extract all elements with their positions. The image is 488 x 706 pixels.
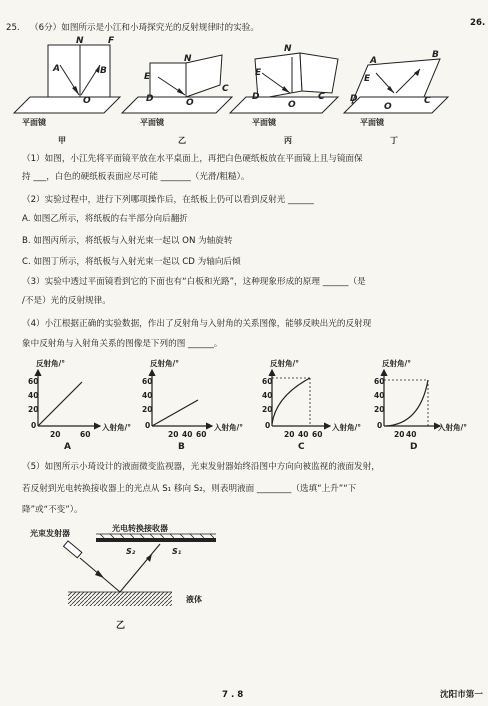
fig-jia-label-o: O xyxy=(83,96,91,106)
graph-c-xlabel: 入射角/° xyxy=(332,423,361,432)
footer-school-label: 沈阳市第一 xyxy=(440,690,483,700)
receiver-label: 光电转换接收器 xyxy=(112,524,168,533)
graph-d-xtick: 20 xyxy=(394,430,405,439)
graph-b-line xyxy=(152,400,198,426)
graph-c-xtick: 20 xyxy=(284,430,295,439)
fig-bing-mirror-label: 平面镜 xyxy=(252,118,276,127)
reflection-figures xyxy=(0,35,488,147)
fig-ding-caption: 丁 xyxy=(390,136,398,145)
graph-b-xtick: 20 xyxy=(168,430,179,439)
graph-d-ytick: 60 xyxy=(374,377,385,386)
liquid-surface xyxy=(68,592,172,606)
point-s1-label: S₁ xyxy=(172,547,182,556)
graph-c-xtick: 40 xyxy=(298,430,309,439)
fig-bing-label-c: C xyxy=(318,92,325,102)
graph-d-letter: D xyxy=(410,442,418,452)
fig-ding-label-e: E xyxy=(364,74,371,84)
fig-bing-label-d: D xyxy=(252,92,260,102)
graph-b-ytick: 60 xyxy=(142,377,153,386)
liquid-label: 液体 xyxy=(186,595,202,604)
part4-line1: （4）小江根据正确的实验数据，作出了反射角与入射角的关系图像，能够反映出光的反射现 xyxy=(22,319,372,329)
graph-c-ylabel: 反射角/° xyxy=(270,359,299,368)
graph-c-curve xyxy=(272,378,310,424)
graph-b-xtick: 40 xyxy=(182,430,193,439)
graph-b-xtick: 60 xyxy=(196,430,207,439)
fig-jia-label-f: F xyxy=(108,36,115,46)
option-c: C. 如图丁所示，将纸板与入射光束一起以 CD 为轴向后倾 xyxy=(22,257,241,267)
question-intro: （6分）如图所示是小江和小琦探究光的反射规律时的实验。 xyxy=(30,23,259,33)
fig-jia-label-a: A xyxy=(53,64,60,74)
fig-ding-label-c: C xyxy=(424,96,431,106)
graph-d-ytick: 20 xyxy=(374,405,385,414)
liquid-monitor-diagram xyxy=(0,520,260,640)
graph-a-ytick: 40 xyxy=(28,391,39,400)
graph-b-ylabel: 反射角/° xyxy=(150,359,179,368)
graph-b-ytick: 0 xyxy=(145,421,151,430)
graph-a-xtick: 20 xyxy=(50,430,61,439)
page-corner-number: 26. xyxy=(470,18,486,28)
graph-d-ytick: 0 xyxy=(377,421,383,430)
fig-yi-caption: 乙 xyxy=(178,136,186,145)
part3-line2: /不是）光的反射规律。 xyxy=(22,296,111,306)
angle-graphs xyxy=(0,356,488,456)
part1-line1: （1）如图，小江先将平面镜平放在水平桌面上，再把白色硬纸板放在平面镜上且与镜面保 xyxy=(22,154,363,164)
graph-a-letter: A xyxy=(64,442,71,452)
part5-line3: 降”或“不变”）。 xyxy=(22,505,83,515)
fig-bing-label-o: O xyxy=(288,100,296,110)
point-s2-label: S₂ xyxy=(126,547,136,556)
fig-jia-caption: 甲 xyxy=(58,136,66,145)
graph-a-xtick: 60 xyxy=(80,430,91,439)
graph-a-ytick: 0 xyxy=(31,421,37,430)
device-caption: 乙 xyxy=(116,621,126,631)
fig-bing-caption: 丙 xyxy=(284,136,292,145)
fig-jia-label-n: N xyxy=(76,36,84,46)
part3-line1: （3）实验中透过平面镜看到它的下面也有“白板和光路”，这种现象形成的原理 ______（是 xyxy=(22,277,366,287)
fig-yi-label-c: C xyxy=(222,84,229,94)
graph-b-letter: B xyxy=(178,442,185,452)
graph-c-ytick: 20 xyxy=(262,405,273,414)
fig-yi-label-o: O xyxy=(186,98,194,108)
graph-a-line xyxy=(38,382,82,426)
option-b: B. 如图丙所示，将纸板与入射光束一起以 ON 为轴旋转 xyxy=(22,236,233,246)
fig-bing-label-n: N xyxy=(284,44,292,54)
emitter-body xyxy=(64,541,82,558)
part5-line2: 若反射到光电转换接收器上的光点从 S₁ 移向 S₂，则表明液面 ________（选填“上升”“下 xyxy=(22,484,357,494)
part2-question: （2）实验过程中，进行下列哪项操作后，在纸板上仍可以看到反射光 ______ xyxy=(22,195,314,205)
footer-page-number: 7 . 8 xyxy=(222,690,244,700)
fig-ding-label-d: D xyxy=(350,94,358,104)
graph-c-ytick: 60 xyxy=(262,377,273,386)
graph-b-ytick: 40 xyxy=(142,391,153,400)
graph-c-xtick: 60 xyxy=(312,430,323,439)
fig-yi-label-n: N xyxy=(184,54,192,64)
part1-line2: 持 ___，白色的硬纸板表面应尽可能 _______（光滑/粗糙）。 xyxy=(22,172,250,182)
fig-bing-label-e: E xyxy=(255,68,262,78)
graph-a-xlabel: 入射角/° xyxy=(102,423,131,432)
option-a: A. 如图乙所示，将纸板的右半部分向后翻折 xyxy=(22,214,188,224)
graph-c-ytick: 0 xyxy=(265,421,271,430)
fig-jia-mirror-label: 平面镜 xyxy=(22,118,46,127)
fig-ding-label-b: B xyxy=(432,50,439,60)
graph-d-curve xyxy=(386,380,428,426)
part5-line1: （5）如图所示小琦设计的液面微变监视器，光束发射器始终沿图中方向向被监视的液面发射， xyxy=(22,462,380,472)
fig-ding-label-o: O xyxy=(384,102,392,112)
graph-a-ytick: 20 xyxy=(28,405,39,414)
graph-d-ylabel: 反射角/° xyxy=(382,359,411,368)
fig-yi-label-d: D xyxy=(146,94,154,104)
receiver-bar xyxy=(96,538,216,542)
question-number: 25. xyxy=(6,23,20,33)
fig-jia-label-b: B xyxy=(100,66,107,76)
fig-ding-label-a: A xyxy=(370,56,377,66)
graph-d-ytick: 40 xyxy=(374,391,385,400)
graph-a-ytick: 60 xyxy=(28,377,39,386)
fig-ding-mirror-label: 平面镜 xyxy=(360,118,384,127)
graph-c-ytick: 40 xyxy=(262,391,273,400)
graph-d-xlabel: 入射角/° xyxy=(438,423,467,432)
graph-d-xtick: 40 xyxy=(406,430,417,439)
graph-a-ylabel: 反射角/° xyxy=(36,359,65,368)
emitter-label: 光束发射器 xyxy=(30,529,70,538)
graph-b-ytick: 20 xyxy=(142,405,153,414)
graph-b-xlabel: 入射角/° xyxy=(214,423,243,432)
part4-line2: 象中反射角与入射角关系的图像是下列的图 ______。 xyxy=(22,339,223,349)
fig-yi-mirror-label: 平面镜 xyxy=(140,118,164,127)
fig-yi-label-e: E xyxy=(144,72,151,82)
graph-c-letter: C xyxy=(298,442,305,452)
